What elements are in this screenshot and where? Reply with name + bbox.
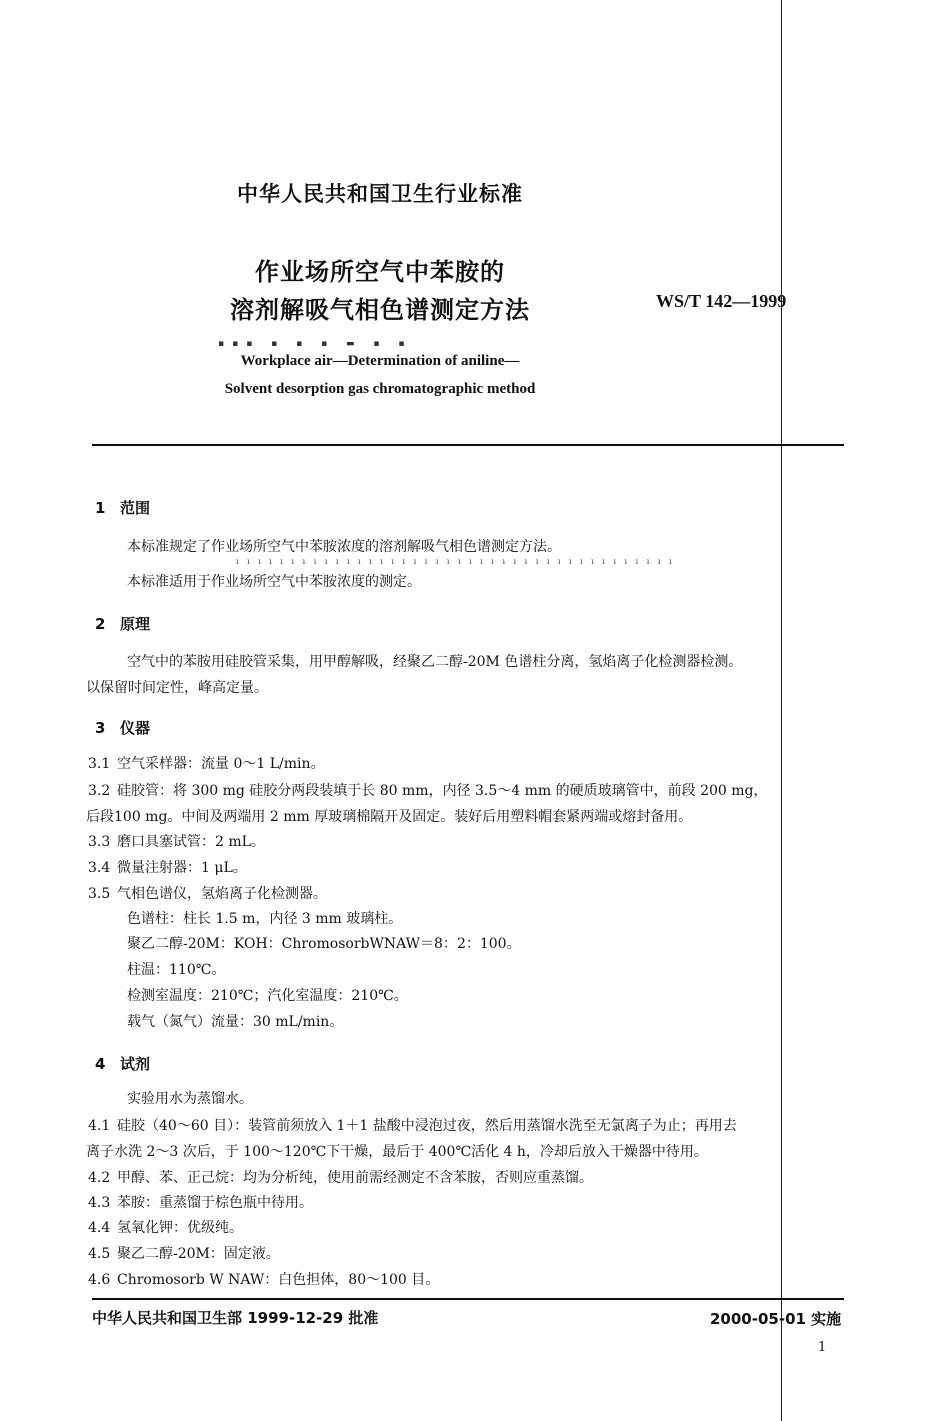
item-text: 氢氧化钾：优级纯。 xyxy=(117,1220,243,1236)
item-number: 3.5 xyxy=(88,886,111,902)
item-text: 苯胺：重蒸馏于棕色瓶中待用。 xyxy=(117,1195,313,1211)
page-title-line1: 作业场所空气中苯胺的 xyxy=(255,258,505,286)
page-title-line2: 溶剂解吸气相色谱测定方法 xyxy=(230,296,530,324)
paragraph: 聚乙二醇-20M：KOH：ChromosorbWNAW＝8：2：100。 xyxy=(127,936,521,952)
item-number: 3.3 xyxy=(88,834,111,850)
section-1-heading xyxy=(95,497,150,518)
english-title-line1: Workplace air—Determination of aniline— xyxy=(240,353,520,369)
item-text: Chromosorb W NAW：白色担体，80～100 目。 xyxy=(117,1272,440,1288)
list-item xyxy=(88,860,247,876)
paragraph: 检测室温度：210℃；汽化室温度：210℃。 xyxy=(127,988,408,1004)
item-number: 4.6 xyxy=(88,1272,111,1288)
paragraph: 柱温：110℃。 xyxy=(127,962,226,978)
list-item xyxy=(88,1272,439,1288)
list-item xyxy=(88,1118,737,1134)
paragraph: 本标准规定了作业场所空气中苯胺浓度的溶剂解吸气相色谱测定方法。 xyxy=(127,539,561,555)
item-text: 空气采样器：流量 0～1 L/min。 xyxy=(117,756,325,772)
paragraph: 实验用水为蒸馏水。 xyxy=(127,1091,253,1107)
paragraph: 空气中的苯胺用硅胶管采集，用甲醇解吸，经聚乙二醇-20M 色谱柱分离，氢焰离子化检测器检测。 xyxy=(127,654,743,670)
paragraph: 载气（氮气）流量：30 mL/min。 xyxy=(127,1014,344,1030)
standard-code: WS/T 142—1999 xyxy=(656,291,787,311)
section-number: 1 xyxy=(95,499,106,517)
section-title: 试剂 xyxy=(120,1055,151,1073)
item-number: 3.4 xyxy=(88,860,111,876)
item-number: 4.2 xyxy=(88,1170,111,1186)
scan-margin-line xyxy=(781,0,782,1421)
item-text: 聚乙二醇-20M：固定液。 xyxy=(117,1246,280,1262)
section-title: 仪器 xyxy=(120,719,151,737)
item-text: 甲醇、苯、正己烷：均为分析纯，使用前需经测定不含苯胺，否则应重蒸馏。 xyxy=(117,1170,593,1186)
standard-category: 中华人民共和国卫生行业标准 xyxy=(237,182,523,206)
approval-line: 中华人民共和国卫生部 1999-12-29 批准 xyxy=(92,1309,379,1327)
section-2-heading xyxy=(95,613,150,634)
paragraph: 以保留时间定性，峰高定量。 xyxy=(86,680,268,696)
list-item xyxy=(88,756,325,772)
item-number: 4.1 xyxy=(88,1118,111,1134)
paragraph: 本标准适用于作业场所空气中苯胺浓度的测定。 xyxy=(127,574,421,590)
list-item xyxy=(88,1246,280,1262)
list-item xyxy=(88,783,768,799)
section-3-heading xyxy=(95,717,150,738)
section-number: 3 xyxy=(95,719,106,737)
list-item xyxy=(88,1220,243,1236)
footer-rule xyxy=(92,1298,844,1300)
paragraph: 离子水洗 2～3 次后，于 100～120℃下干燥，最后于 400℃活化 4 h，冷却后放入干燥器中待用。 xyxy=(86,1144,708,1160)
paragraph: 色谱柱：柱长 1.5 m，内径 3 mm 玻璃柱。 xyxy=(127,911,403,927)
item-text: 微量注射器：1 μL。 xyxy=(117,860,247,876)
section-title: 范围 xyxy=(120,499,151,517)
item-number: 3.2 xyxy=(88,783,111,799)
item-number: 4.3 xyxy=(88,1195,111,1211)
section-number: 2 xyxy=(95,615,106,633)
english-title-line2: Solvent desorption gas chromatographic method xyxy=(224,381,536,397)
item-text: 磨口具塞试管：2 mL。 xyxy=(117,834,265,850)
item-number: 4.5 xyxy=(88,1246,111,1262)
section-4-heading xyxy=(95,1053,150,1074)
header-rule xyxy=(92,444,844,446)
item-text: 气相色谱仪，氢焰离子化检测器。 xyxy=(117,886,327,902)
page-number: 1 xyxy=(818,1340,827,1355)
scan-noise-dots: ▪▪▪ ▪ ▪ ▪ ▬ ▪ ▪ xyxy=(218,339,413,349)
paragraph: 后段100 mg。中间及两端用 2 mm 厚玻璃棉隔开及固定。装好后用塑料帽套紧两端或熔封备用。 xyxy=(86,809,693,825)
item-number: 3.1 xyxy=(88,756,111,772)
effective-date: 2000-05-01 实施 xyxy=(710,1310,842,1328)
item-number: 4.4 xyxy=(88,1220,111,1236)
section-number: 4 xyxy=(95,1055,106,1073)
list-item xyxy=(88,886,327,902)
item-text: 硅胶（40～60 目）：装管前须放入 1＋1 盐酸中浸泡过夜，然后用蒸馏水洗至无氯离子为止；再用去 xyxy=(117,1118,737,1134)
item-text: 硅胶管：将 300 mg 硅胶分两段装填于长 80 mm，内径 3.5～4 mm 的硬质玻璃管中，前段 200 mg， xyxy=(117,783,768,799)
list-item xyxy=(88,1195,313,1211)
list-item xyxy=(88,1170,593,1186)
section-title: 原理 xyxy=(120,615,151,633)
list-item xyxy=(88,834,265,850)
scan-noise-specks: ı ı ı ı ı ı ı ı ı ı ı ı ı ı ı ı ı ı ı ı ı ı ı ı ı ı ı ı ı ı ı ı ı ı ı ı ı ı ı ı xyxy=(236,557,675,566)
